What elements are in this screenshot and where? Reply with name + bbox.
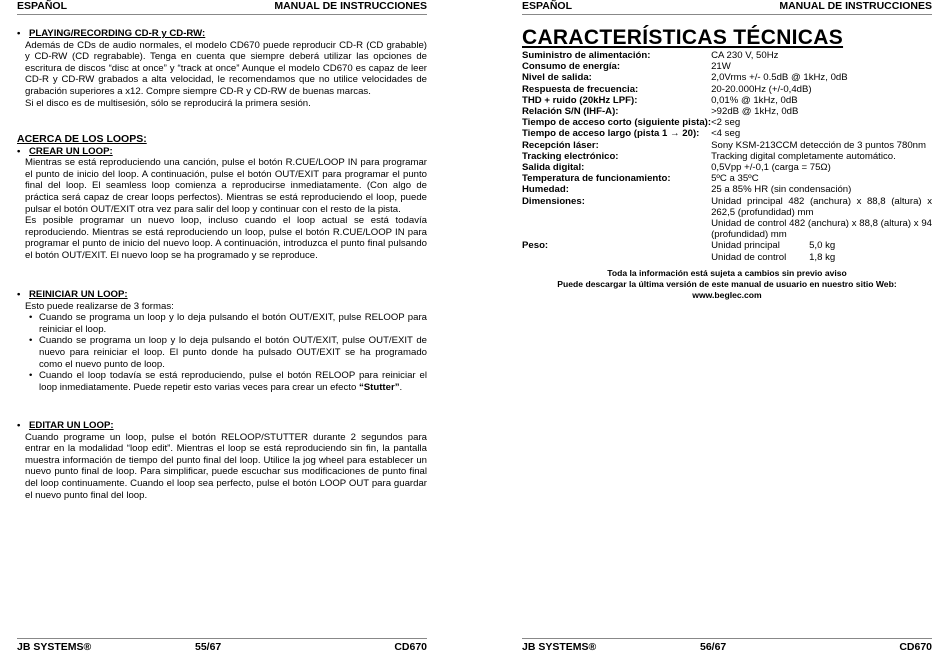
spec-value: 0,5Vpp +/-0,1 (carga = 75Ω) [711,162,831,174]
disclaimer-line: Toda la información está sujeta a cambios sin previo aviso [607,268,847,278]
loops-heading: ACERCA DE LOS LOOPS: [17,133,147,145]
spec-value: Tracking digital completamente automático. [711,150,896,162]
header-language: ESPAÑOL [17,0,67,12]
weight-control-unit [711,252,932,263]
weight-unit-name: Unidad de control [711,251,787,263]
spec-label: Humedad: [522,184,569,196]
footer-model: CD670 [899,641,932,653]
footer-brand: JB SYSTEMS® [522,641,597,653]
list-item-text: Cuando el loop todavía se está reproduciendo, pulse el botón RELOOP para reiniciar el loop inmediatamente. Puede repetir esto varias veces para crear un efecto [39,370,427,393]
section-paragraph: Además de CDs de audio normales, el modelo CD670 puede reproducir CD-R (CD grabable) y CD-RW (CD regrabable). Tenga en cuenta que siempre deberá utilizar las opciones de escritura de discos “disc at once” y “track at once” Aunque el modelo CD670 es capaz de leer CD-R y CD-RW grabados a alta velocidad, le recomendamos que no utilice velocidades de grabación superiores a x12. Compre siempre CD-R y CD-RW de buenas marcas. [25,39,427,97]
dimension-control-unit: Unidad de control 482 (anchura) x 88,8 (altura) x 94 (profundidad) mm [711,218,932,241]
spec-value: 5ºC a 35ºC [711,173,759,185]
header-language: ESPAÑOL [522,0,572,12]
spec-value: <4 seg [711,128,741,140]
spec-label: Peso: [522,240,549,252]
spec-label: Recepción láser: [522,139,599,151]
spec-value [711,240,932,262]
spec-row [522,140,932,151]
section-heading: • PLAYING/RECORDING CD-R y CD-RW: [17,28,427,40]
weight-value: 5,0 kg [809,240,836,252]
spec-value: Sony KSM-213CCM detección de 3 puntos 780nm [711,139,926,151]
spec-label: Suministro de alimentación: [522,50,651,61]
footer-page-number: 55/67 [195,641,222,653]
right-page [522,0,932,654]
spec-row [522,151,932,162]
spec-row [522,173,932,184]
footer-page-number: 56/67 [700,641,727,653]
spec-label: Tracking electrónico: [522,150,619,162]
spec-row [522,162,932,173]
header-manual-title: MANUAL DE INSTRUCCIONES [779,0,932,12]
section-heading: • REINICIAR UN LOOP: [17,289,427,301]
list-item: • Cuando se programa un loop y lo deja pulsando el botón OUT/EXIT, pulse OUT/EXIT de nuevo para reiniciar el loop. El punto donde ha pulsado OUT/EXIT se ha programado como el nuevo punto de loop. [17,335,427,370]
spec-row [522,72,932,83]
spec-value: >92dB @ 1kHz, 0dB [711,106,799,118]
spec-label: Consumo de energía: [522,61,621,73]
spec-row [522,184,932,195]
page-footer [17,638,427,655]
left-page [17,0,427,654]
spec-row [522,128,932,139]
section-paragraph: Si el disco es de multisesión, sólo se reproducirá la primera sesión. [25,97,311,109]
download-note: Puede descargar la última versión de este manual de usuario en nuestro sitio Web: www.beglec.com [557,279,897,300]
spec-row [522,196,932,241]
page-header [522,0,932,15]
spec-value: 0,01% @ 1kHz, 0dB [711,94,798,106]
spec-label: Dimensiones: [522,195,585,207]
section-loops [17,134,427,262]
spec-value: 25 a 85% HR (sin condensación) [711,184,852,196]
header-manual-title: MANUAL DE INSTRUCCIONES [274,0,427,12]
spec-label: Tiempo de acceso corto (siguiente pista): [522,117,712,129]
page-header [17,0,427,15]
specs-rows [522,50,932,196]
footer-brand: JB SYSTEMS® [17,641,92,653]
spec-value: 2,0Vrms +/- 0.5dB @ 1kHz, 0dB [711,72,848,84]
spec-label: THD + ruido (20kHz LPF): [522,94,638,106]
page-footer [522,638,932,655]
list-item [17,370,427,393]
stutter-term: “Stutter” [358,381,400,393]
section-editar [17,420,427,501]
spec-value: CA 230 V, 50Hz [711,50,779,61]
spec-label: Relación S/N (IHF-A): [522,106,619,118]
spec-value: <2 seg [711,117,741,129]
spec-label: Nivel de salida: [522,72,592,84]
section-paragraph: Cuando programe un loop, pulse el botón RELOOP/STUTTER durante 2 segundos para entrar en la modalidad “loop edit”. Mientras el loop se está reproduciendo sin fin, la pantalla muestra información de tiempo del punto final del loop. Utilice la jog wheel para establecer un nuevo punto final de loop. Para simplificar, puede escuchar sus modificaciones de punto final del loop continuamente. Cuando el loop sea perfecto, pulse el botón LOOP OUT para guardar el nuevo punto final del loop. [25,431,427,501]
spec-value: 20-20.000Hz (+/-0,4dB) [711,83,812,95]
spec-label: Salida digital: [522,162,585,174]
spec-label: Respuesta de frecuencia: [522,83,639,95]
spec-row [522,106,932,117]
spec-row [522,61,932,72]
list-item-end: . [399,381,403,393]
spec-row [522,117,932,128]
specs-extra-rows [522,196,932,263]
specs-table [522,50,932,263]
spec-row [522,240,932,262]
section-heading: • EDITAR UN LOOP: [17,420,427,432]
spec-value [711,196,932,241]
spec-row [522,84,932,95]
section-paragraph: Es posible programar un nuevo loop, incluso cuando el loop actual se está todavía reproduciendo. Mientras se está reproduciendo un loop, pulse el botón R.CUE/LOOP IN para programar el punto de inicio del nuevo loop. A continuación, introduzca el punto final pulsando el botón OUT/EXIT. El nuevo loop se ha programado y se reproduce. [25,215,427,261]
spec-row [522,95,932,106]
dimension-main-unit: Unidad principal 482 (anchura) x 88,8 (altura) x 262,5 (profundidad) mm [711,195,932,218]
section-reiniciar [17,289,427,393]
disclaimer-note [522,268,932,301]
list-item: • Cuando se programa un loop y lo deja pulsando el botón OUT/EXIT, pulse RELOOP para reiniciar el loop. [17,312,427,335]
footer-model: CD670 [394,641,427,653]
section-heading: • CREAR UN LOOP: [17,146,427,158]
spec-label: Tiempo de acceso largo (pista 1 → 20): [522,128,700,140]
spec-label: Temperatura de funcionamiento: [522,173,671,185]
section-playing-recording [17,28,427,109]
section-paragraph: Esto puede realizarse de 3 formas: [25,300,174,312]
weight-unit-name: Unidad principal [711,240,780,252]
page-title: CARACTERÍSTICAS TÉCNICAS [522,26,844,49]
spec-value: 21W [711,61,731,73]
spec-row [522,50,932,61]
section-paragraph: Mientras se está reproduciendo una canción, pulse el botón R.CUE/LOOP IN para programar el punto de inicio del loop. A continuación, pulse el botón OUT/EXIT para programar el punto final del loop. El seamless loop comienza a reproducirse inmediatamente. (Con algo de práctica será capaz de crear loops perfectos). Mientras se está reproduciendo el loop, puede pulsar el botón OUT/EXIT otra vez para salir del loop y continuar con el resto de la pista. [25,157,427,215]
weight-main-unit [711,240,932,251]
weight-value: 1,8 kg [809,251,836,263]
